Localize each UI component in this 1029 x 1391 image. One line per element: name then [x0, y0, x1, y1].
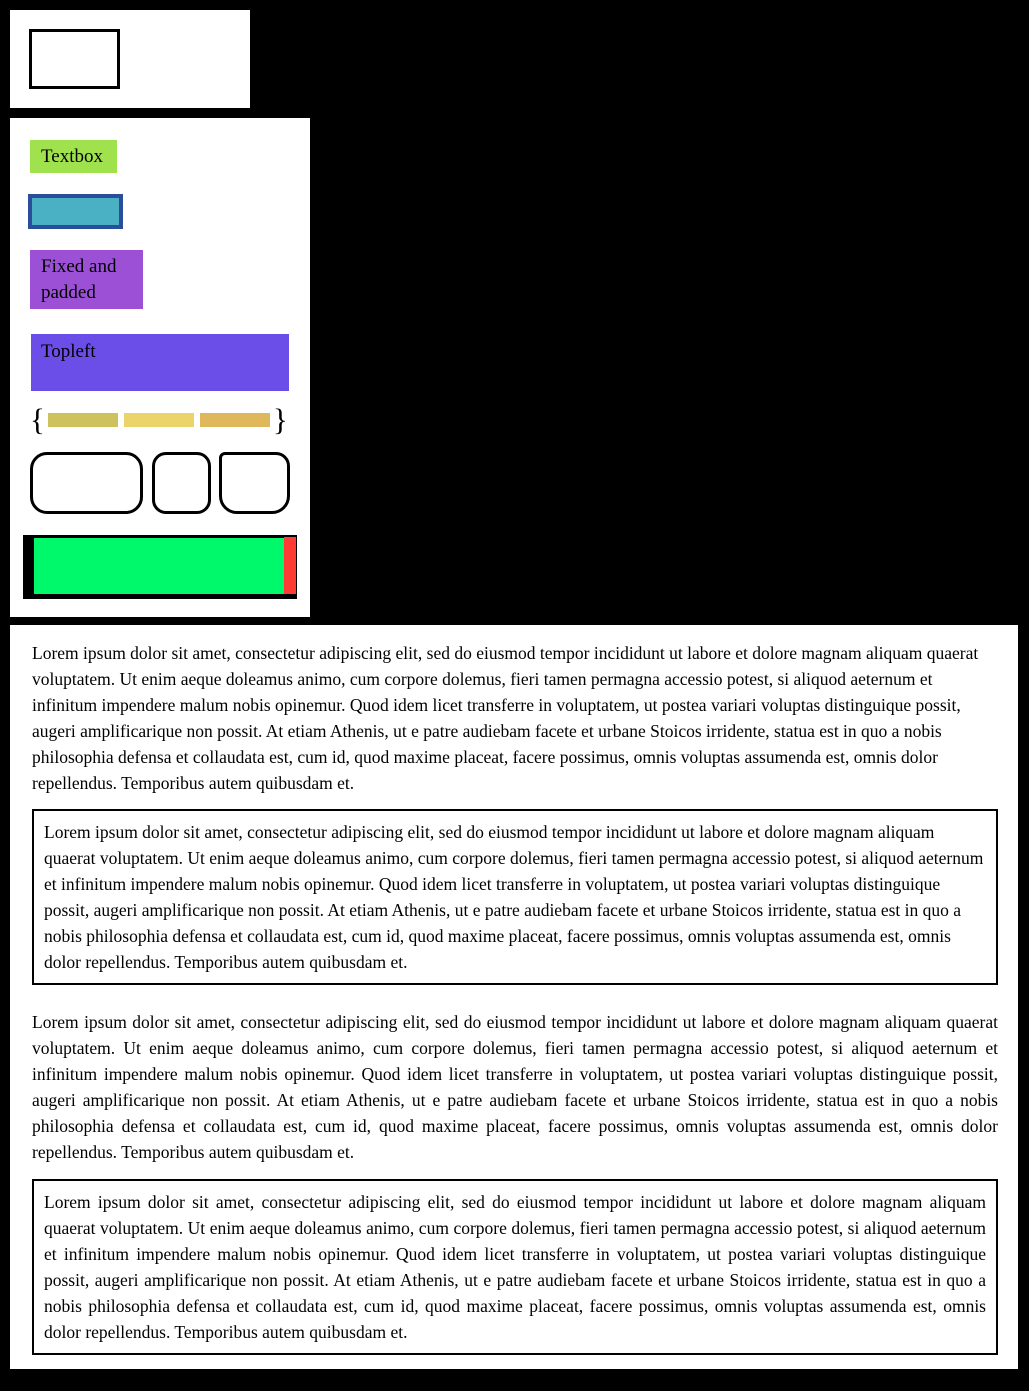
progress-meter-end-cap [284, 537, 296, 594]
paragraph-justified: Lorem ipsum dolor sit amet, consectetur adipiscing elit, sed do eiusmod tempor incididunt ut labore et dolore magnam aliquam quaerat voluptatem. Ut enim aeque doleamus animo, cum corpore dolemus, fieri tamen permagna accessio potest, si aliquod aeternum et infinitum impendere malum nobis opinemur. Quod idem licet transferre in voluptatem, ut postea variari voluptas distinguique possit, augeri amplificarique non possit. At etiam Athenis, ut e patre audiebam facete et urbane Stoicos irridente, statua est in quo a nobis philosophia defensa et collaudata est, cum id, quod maxime placeat, facere possimus, omnis voluptas assumenda est, omnis dolor repellendus. Temporibus autem quibusdam et. [32, 1012, 998, 1162]
rounded-boxes-row [30, 452, 290, 514]
bar-khaki [48, 413, 118, 427]
rounded-box-mixed-corners [219, 452, 290, 514]
rounded-box-small [152, 452, 211, 514]
textbox-label: Textbox [30, 140, 117, 173]
paragraph-boxed: Lorem ipsum dolor sit amet, consectetur adipiscing elit, sed do eiusmod tempor incididunt ut labore et dolore magnam aliquam quaerat voluptatem. Ut enim aeque doleamus animo, cum corpore dolemus, fieri tamen permagna accessio potest, si aliquod aeternum et infinitum impendere malum nobis opinemur. Quod idem licet transferre in voluptatem, ut postea variari voluptas distinguique possit, augeri amplificarique non possit. At etiam Athenis, ut e patre audiebam facete et urbane Stoicos irridente, statua est in quo a nobis philosophia defensa et collaudata est, cum id, quod maxime placeat, facere possimus, omnis voluptas assumenda est, omnis dolor repellendus. Temporibus autem quibusdam et. [32, 809, 998, 985]
teal-input[interactable] [28, 194, 123, 229]
text-area [10, 625, 1018, 1369]
empty-bordered-box [29, 29, 120, 89]
paragraph-plain: Lorem ipsum dolor sit amet, consectetur adipiscing elit, sed do eiusmod tempor incididunt ut labore et dolore magnam aliquam quaerat voluptatem. Ut enim aeque doleamus animo, cum corpore dolemus, fieri tamen permagna accessio potest, si aliquod aeternum et infinitum impendere malum nobis opinemur. Quod idem licet transferre in voluptatem, ut postea variari voluptas distinguique possit, augeri amplificarique non possit. At etiam Athenis, ut e patre audiebam facete et urbane Stoicos irridente, statua est in quo a nobis philosophia defensa et collaudata est, cum id, quod maxime placeat, facere possimus, omnis voluptas assumenda est, omnis dolor repellendus. Temporibus autem quibusdam et. [32, 643, 979, 793]
fixed-padded-box: Fixed and padded [30, 250, 143, 309]
test-panel [10, 118, 310, 617]
topleft-box: Topleft [31, 334, 289, 391]
rounded-box-wide [30, 452, 143, 514]
top-card [10, 10, 250, 108]
close-brace: } [272, 402, 288, 437]
open-brace: { [30, 402, 45, 437]
paragraph-boxed-justified: Lorem ipsum dolor sit amet, consectetur adipiscing elit, sed do eiusmod tempor incididunt ut labore et dolore magnam aliquam quaerat voluptatem. Ut enim aeque doleamus animo, cum corpore dolemus, fieri tamen permagna accessio potest, si aliquod aeternum et infinitum impendere malum nobis opinemur. Quod idem licet transferre in voluptatem, ut postea variari voluptas distinguique possit, augeri amplificarique non possit. At etiam Athenis, ut e patre audiebam facete et urbane Stoicos irridente, statua est in quo a nobis philosophia defensa et collaudata est, cum id, quod maxime placeat, facere possimus, omnis voluptas assumenda est, omnis dolor repellendus. Temporibus autem quibusdam et. [32, 1179, 998, 1355]
progress-meter-fill [34, 538, 284, 594]
bar-yellow [124, 413, 194, 427]
inline-bars-row [30, 403, 288, 437]
bar-tan [200, 413, 270, 427]
progress-meter [23, 535, 297, 599]
